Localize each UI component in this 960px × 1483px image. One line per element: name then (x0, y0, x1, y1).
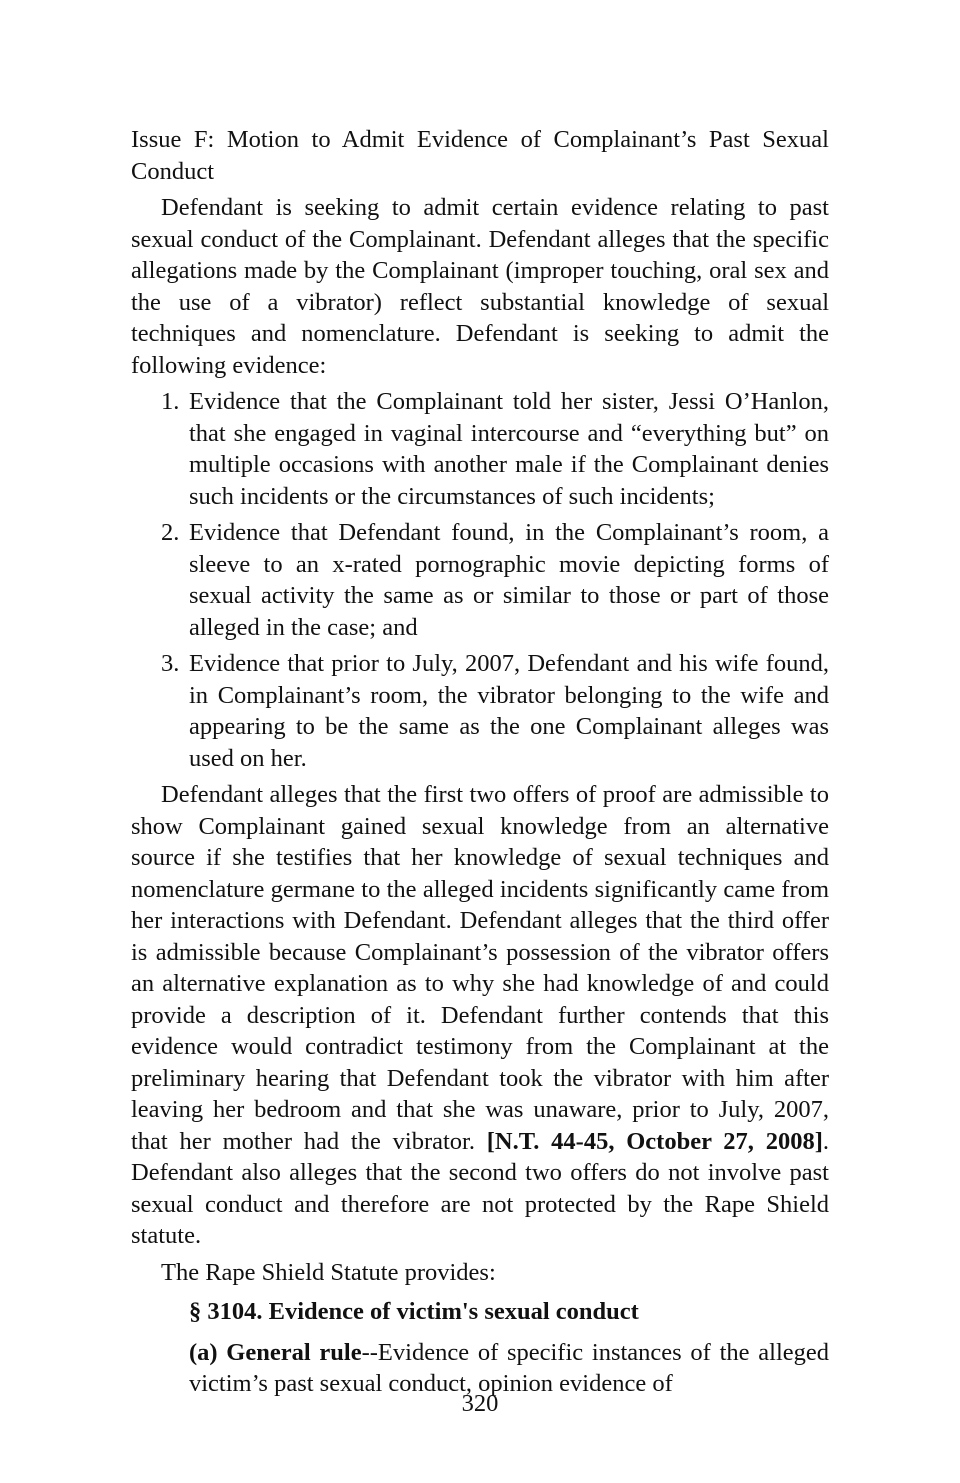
statute-intro: The Rape Shield Statute provides: (161, 1258, 496, 1286)
issue-heading: Issue F: Motion to Admit Evidence of Complainant’s Past Sexual Conduct (131, 126, 829, 185)
document-page (131, 124, 829, 1408)
list-item (131, 517, 829, 643)
argument-text-continued: . Defendant also alleges that the second two offers do not involve past sexual conduct and therefore are not protected by the Rape Shield statute. (131, 1127, 829, 1249)
list-item (131, 386, 829, 512)
statute-rule-text: --Evidence of specific instances of the alleged victim’s past sexual conduct, opinion evidence of (189, 1338, 829, 1397)
transcript-citation: [N.T. 44-45, October 27, 2008] (486, 1127, 823, 1155)
list-item-number: 2. (161, 519, 180, 546)
offers-of-proof-list (131, 386, 829, 774)
intro-paragraph: Defendant is seeking to admit certain evidence relating to past sexual conduct of the Complainant. Defendant alleges that the specific allegations made by the Complainant (improper touching, oral sex and the use of a vibrator) reflect substantial knowledge of sexual techniques and nomenclature. Defendant is seeking to admit the following evidence: (131, 194, 829, 379)
list-item (131, 648, 829, 774)
statute-rule-label: (a) General rule (189, 1338, 362, 1366)
list-item-text: Evidence that the Complainant told her sister, Jessi O’Hanlon, that she engaged in vaginal intercourse and “everything but” on multiple occasions with another male if the Complainant denies such incidents or the circumstances of such incidents; (189, 388, 829, 510)
list-item-text: Evidence that Defendant found, in the Complainant’s room, a sleeve to an x-rated pornographic movie depicting forms of sexual activity the same as or similar to those or part of those alleged in the case; and (189, 519, 829, 641)
page-number: 320 (461, 1390, 499, 1417)
list-item-text: Evidence that prior to July, 2007, Defendant and his wife found, in Complainant’s room, the vibrator belonging to the wife and appearing to be the same as the one Complainant alleges was used on her. (189, 650, 829, 772)
statute-title: § 3104. Evidence of victim's sexual conduct (189, 1298, 639, 1325)
argument-paragraph (131, 779, 829, 1252)
argument-text: Defendant alleges that the first two offers of proof are admissible to show Complainant gained sexual knowledge from an alternative source if she testifies that her knowledge of sexual techniques and nomenclature germane to the alleged incidents significantly came from her interactions with Defendant. Defendant alleges that the third offer is admissible because Complainant’s possession of the vibrator offers an alternative explanation as to why she had knowledge of and could provide a description of it. Defendant further contends that this evidence would contradict testimony from the Complainant at the preliminary hearing that Defendant took the vibrator with him after leaving her bedroom and that she was unaware, prior to July, 2007, that her mother had the vibrator. (131, 781, 829, 1155)
list-item-number: 3. (161, 650, 180, 677)
statute-quote (189, 1296, 829, 1400)
list-item-number: 1. (161, 388, 180, 415)
